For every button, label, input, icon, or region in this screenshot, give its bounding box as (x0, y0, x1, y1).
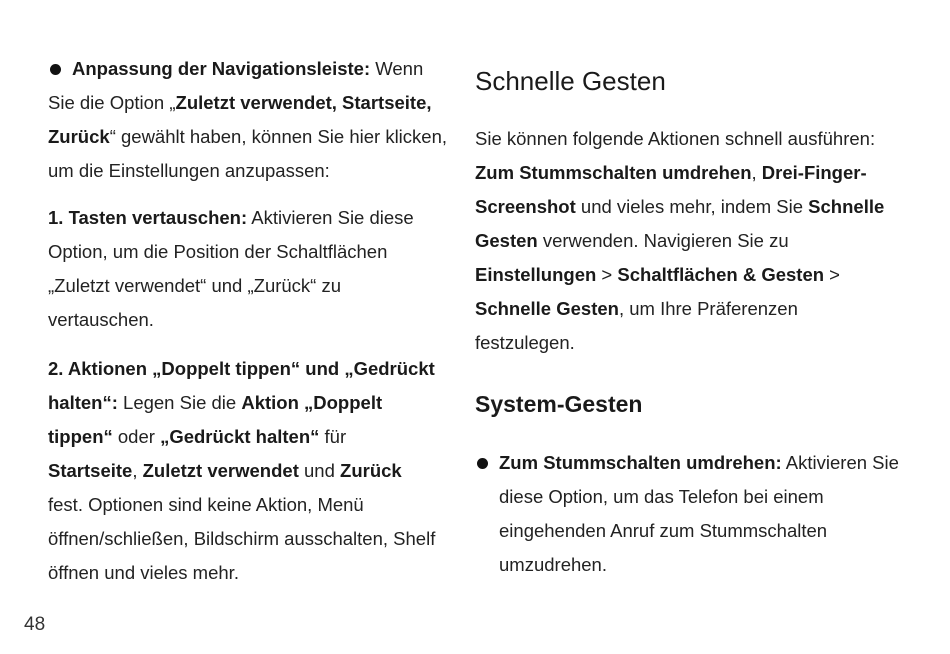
bullet-dot (50, 64, 61, 75)
flip-to-mute-item: Zum Stummschalten umdrehen: Aktivieren Sie diese Option, um das Telefon bei einem eingehenden Anruf zum Stummschalten umzudrehen. (475, 446, 905, 582)
quick-gestures-paragraph: Sie können folgende Aktionen schnell ausführen: Zum Stummschalten umdrehen, Drei-Finger-Screenshot und vieles mehr, indem Sie Schnelle Gesten verwenden. Navigieren Sie zu Einstellungen > Schaltflächen & Gesten > Schnelle Gesten, um Ihre Präferenzen festzulegen. (475, 128, 885, 353)
nav-bar-option: Zuletzt verwendet, Startseite, Zurück (48, 92, 432, 147)
page-number: 48 (24, 614, 46, 635)
swap-keys-label: 1. Tasten vertauschen: (48, 207, 248, 228)
swap-keys-paragraph: 1. Tasten vertauschen: Aktivieren Sie diese Option, um die Position der Schaltflächen „Zuletzt verwendet“ und „Zurück“ zu vertauschen. (48, 207, 414, 330)
actions-paragraph: 2. Aktionen „Doppelt tippen“ und „Gedrückt halten“: Legen Sie die Aktion „Doppelt tippen“ oder „Gedrückt halten“ für Startseite, Zuletzt verwendet und Zurück fest. Optionen sind keine Aktion, Menü öffnen/schließen, Bildschirm ausschalten, Shelf öffnen und vieles mehr. (48, 358, 436, 583)
quick-gestures-heading: Schnelle Gesten (475, 66, 666, 96)
system-gestures-heading: System-Gesten (475, 391, 643, 417)
actions-label: 2. Aktionen „Doppelt tippen“ und „Gedrückt halten“: (48, 358, 435, 413)
nav-bar-label: Anpassung der Navigationsleiste: (72, 58, 371, 79)
nav-bar-paragraph: Anpassung der Navigationsleiste: Wenn Sie die Option „Zuletzt verwendet, Startseite, Zurück“ gewählt haben, können Sie hier klicken, um die Einstellungen anzupassen: (48, 58, 448, 181)
bullet-dot (477, 458, 488, 469)
flip-to-mute-label: Zum Stummschalten umdrehen: (499, 452, 782, 473)
